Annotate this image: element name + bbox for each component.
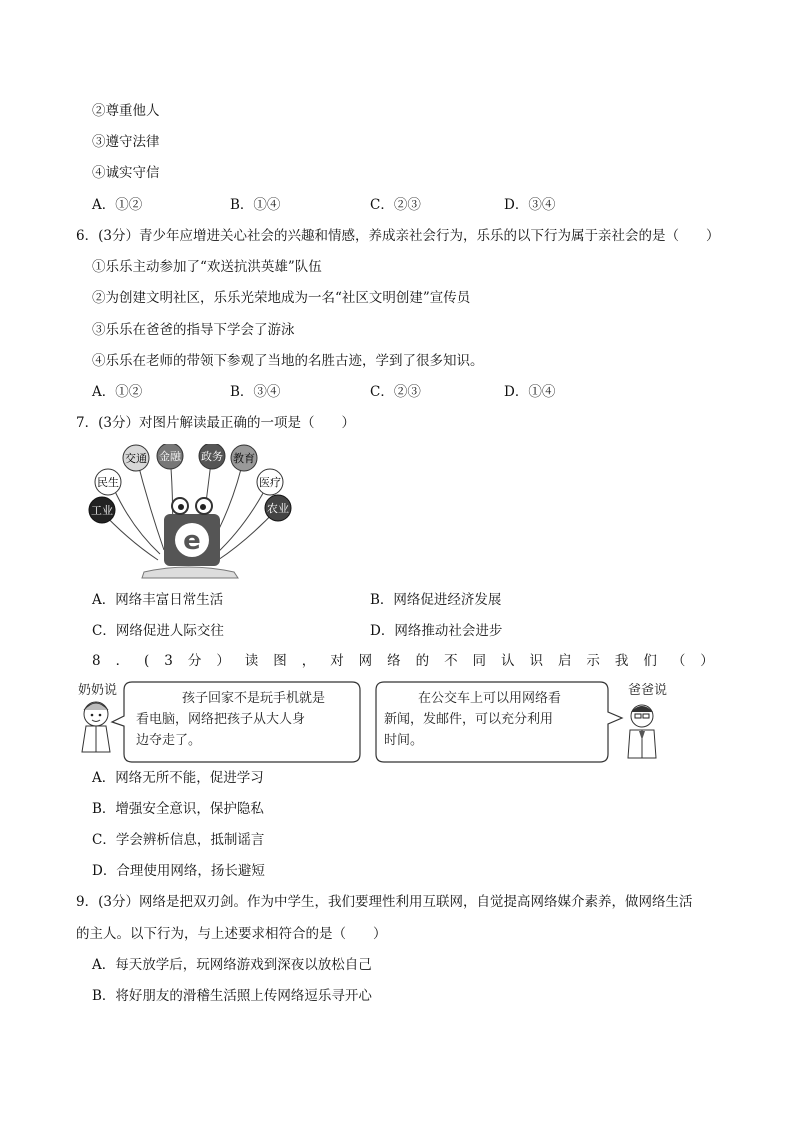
q6-option-a[interactable]: A．①② bbox=[92, 384, 143, 400]
balloon-gongye bbox=[89, 497, 115, 523]
crowd-silhouette bbox=[142, 567, 238, 578]
q5-item-3: ③遵守法律 bbox=[92, 134, 160, 150]
svg-text:时间。: 时间。 bbox=[384, 733, 424, 748]
q6-item-2: ②为创建文明社区，乐乐光荣地成为一名“社区文明创建”宣传员 bbox=[92, 290, 471, 306]
q9-stem-line-2: 的主人。以下行为，与上述要求相符合的是（ ） bbox=[76, 926, 387, 942]
svg-text:工业: 工业 bbox=[91, 504, 113, 517]
svg-text:医疗: 医疗 bbox=[259, 476, 281, 489]
internet-e-icon bbox=[164, 498, 220, 566]
svg-text:教育: 教育 bbox=[233, 452, 255, 465]
q6-option-b[interactable]: B．③④ bbox=[230, 384, 281, 400]
balloon-zhengwu bbox=[199, 444, 225, 469]
q6-stem: 6．(3分）青少年应增进关心社会的兴趣和情感，养成亲社会行为，乐乐的以下行为属于亲社会的是（ ） bbox=[76, 228, 720, 244]
q8-option-b[interactable]: B．增强安全意识，保护隐私 bbox=[92, 801, 264, 817]
svg-text:看电脑，网络把孩子从大人身: 看电脑，网络把孩子从大人身 bbox=[136, 712, 306, 727]
svg-text:孩子回家不是玩手机就是: 孩子回家不是玩手机就是 bbox=[182, 691, 326, 706]
grandma-figure bbox=[78, 682, 117, 752]
q7-option-d[interactable]: D．网络推动社会进步 bbox=[370, 623, 503, 639]
q6-item-3: ③乐乐在爸爸的指导下学会了游泳 bbox=[92, 322, 295, 338]
q7-option-b[interactable]: B．网络促进经济发展 bbox=[370, 592, 502, 608]
q5-item-2: ②尊重他人 bbox=[92, 103, 160, 119]
balloon-jinrong bbox=[157, 444, 183, 469]
q9-option-b[interactable]: B．将好朋友的滑稽生活照上传网络逗乐寻开心 bbox=[92, 988, 372, 1004]
svg-text:政务: 政务 bbox=[201, 450, 223, 463]
q8-comic-figure bbox=[76, 678, 712, 768]
q5-option-b[interactable]: B．①④ bbox=[230, 197, 281, 213]
q7-stem: 7．(3分）对图片解读最正确的一项是（ ） bbox=[76, 415, 355, 431]
q6-item-4: ④乐乐在老师的带领下参观了当地的名胜古迹，学到了很多知识。 bbox=[92, 353, 484, 369]
svg-text:新闻，发邮件，可以充分利用: 新闻，发邮件，可以充分利用 bbox=[384, 712, 554, 727]
q5-option-c[interactable]: C．②③ bbox=[370, 197, 421, 213]
q6-option-c[interactable]: C．②③ bbox=[370, 384, 421, 400]
svg-text:爸爸说: 爸爸说 bbox=[628, 683, 668, 698]
q5-option-d[interactable]: D．③④ bbox=[504, 197, 556, 213]
q6-item-1: ①乐乐主动参加了“欢送抗洪英雄”队伍 bbox=[92, 259, 322, 275]
q5-item-4: ④诚实守信 bbox=[92, 165, 160, 181]
balloon-yiliao bbox=[257, 469, 283, 495]
balloon-minsheng bbox=[95, 469, 121, 495]
balloon-nongye bbox=[265, 495, 291, 521]
q9-stem-line-1: 9．(3分）网络是把双刃剑。作为中学生，我们要理性利用互联网，自觉提高网络媒介素养，做网络生活 bbox=[76, 894, 693, 910]
q9-option-a[interactable]: A．每天放学后，玩网络游戏到深夜以放松自己 bbox=[92, 957, 372, 973]
q8-option-d[interactable]: D．合理使用网络，扬长避短 bbox=[92, 863, 265, 879]
svg-text:e: e bbox=[183, 526, 201, 556]
svg-text:奶奶说: 奶奶说 bbox=[78, 683, 118, 698]
balloon-jiaotong bbox=[123, 445, 149, 471]
svg-text:交通: 交通 bbox=[125, 452, 147, 465]
q8-option-a[interactable]: A．网络无所不能，促进学习 bbox=[92, 770, 264, 786]
dad-figure bbox=[628, 683, 667, 758]
q6-option-d[interactable]: D．①④ bbox=[504, 384, 556, 400]
q8-stem: 8 ． ( 3 分 ） 读 图 ， 对 网 络 的 不 同 认 识 启 示 我 们 （ ） bbox=[92, 653, 714, 669]
svg-text:边夺走了。: 边夺走了。 bbox=[136, 733, 202, 748]
q7-option-a[interactable]: A．网络丰富日常生活 bbox=[92, 592, 224, 608]
balloon-jiaoyu bbox=[231, 445, 257, 471]
q8-option-c[interactable]: C．学会辨析信息，抵制谣言 bbox=[92, 832, 265, 848]
svg-text:金融: 金融 bbox=[159, 450, 181, 463]
svg-text:农业: 农业 bbox=[267, 502, 289, 515]
svg-text:民生: 民生 bbox=[97, 476, 119, 489]
q7-network-figure bbox=[88, 444, 298, 580]
q7-option-c[interactable]: C．网络促进人际交往 bbox=[92, 623, 224, 639]
svg-text:在公交车上可以用网络看: 在公交车上可以用网络看 bbox=[418, 691, 562, 706]
q5-option-a[interactable]: A．①② bbox=[92, 197, 143, 213]
